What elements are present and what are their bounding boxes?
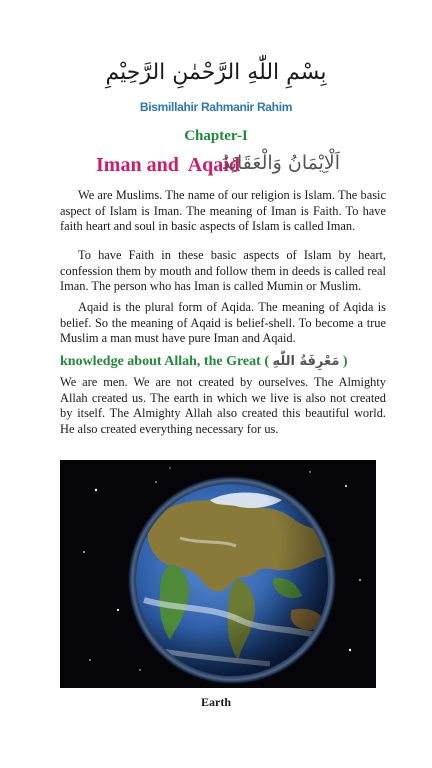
earth-image xyxy=(60,460,376,688)
bismillah-transliteration: Bismillahir Rahmanir Rahim xyxy=(139,100,293,114)
figure-caption: Earth xyxy=(201,695,231,709)
section-heading-arabic: مَعْرِفَةُ اللّٰهِ xyxy=(272,354,340,369)
section-paragraph: We are men. We are not created by ourselves. The Almighty Allah created us. The earth in which we live is also not created by itself. The Almighty Allah also created this beautiful world. He also created everything necessary for us. xyxy=(60,375,386,436)
globe-shading xyxy=(136,484,328,676)
bismillah-arabic: بِسْمِ اللّٰهِ الرَّحْمٰنِ الرَّحِيْمِ xyxy=(105,60,327,85)
chapter-label: Chapter-I xyxy=(184,128,248,144)
chapter-title: Iman and Aqaid xyxy=(96,154,240,176)
paragraph-3: Aqaid is the plural form of Aqida. The meaning of Aqida is belief. So the meaning of Aqaid is belief-shell. To become a true Muslim a man must have pure Iman and Aqaid. xyxy=(60,300,386,346)
section-heading xyxy=(60,354,386,370)
chapter-title-row xyxy=(0,152,432,182)
section-heading-text: knowledge about Allah, the Great ( xyxy=(60,354,269,369)
section-heading-close: ) xyxy=(342,354,348,369)
chapter-title-arabic: اَلْاِيْمَانُ وَالْعَقَائِدُ xyxy=(221,152,340,174)
earth-illustration xyxy=(60,460,376,688)
paragraph-2: To have Faith in these basic aspects of Islam by heart, confession them by mouth and follow them in deeds is called real Iman. The person who has Iman is called Mumin or Muslim. xyxy=(60,248,386,294)
paragraph-1: We are Muslims. The name of our religion is Islam. The basic aspect of Islam is Iman. The meaning of Iman is Faith. To have faith heart and soul in basic aspects of Islam is called Iman. xyxy=(60,188,386,234)
